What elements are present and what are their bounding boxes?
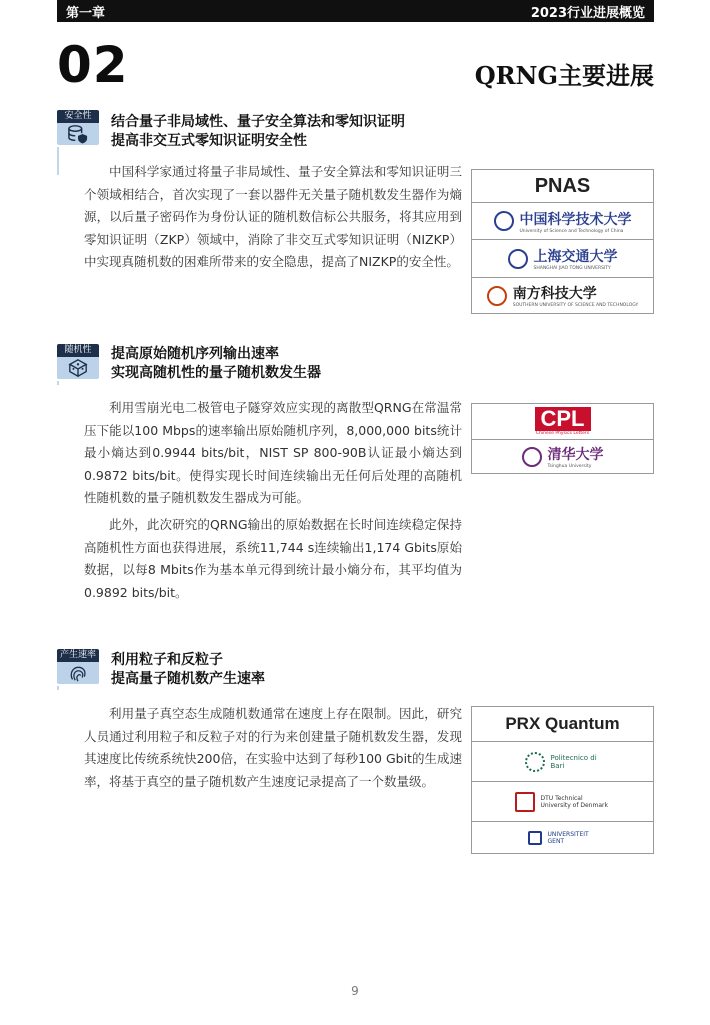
badge-generation-rate <box>57 649 99 684</box>
institution-logo: 中国科学技术大学 University of Science and Technology of China <box>472 202 653 239</box>
university-logo-icon <box>528 831 542 845</box>
page-number: 9 <box>351 984 359 998</box>
badge-label: 产生速率 <box>57 649 99 662</box>
paragraph: 利用雪崩光电二极管电子隧穿效应实现的离散型QRNG在常温常压下能以100 Mbps的速率输出原始随机序列，8,000,000 bits统计最小熵达到0.9944 bits/bit，NIST SP 800-90B认证最小熵达到0.9872 bits/bit。使得实现长时间连续输出无任何后处理的高随机性随机数的量子随机数发生器成为可能。 <box>84 400 462 506</box>
section-number: 02 <box>57 36 129 94</box>
section-heading-2: 提高原始随机序列输出速率 实现高随机性的量子随机数发生器 <box>111 346 321 381</box>
logo-box-2: CPL Chinese Physics Letters 清华大学 Tsinghua University <box>471 403 654 474</box>
institution-logo: UNIVERSITEIT GENT <box>472 821 653 853</box>
paragraph: 此外，此次研究的QRNG输出的原始数据在长时间连续稳定保持高随机性方面也获得进展，系统11,744 s连续输出1,174 Gbits原始数据，以每8 Mbits作为基本单元得到统计最小熵分布，其平均值为0.9892 bits/bit。 <box>84 516 462 600</box>
report-title: 2023行业进展概览 <box>530 6 645 21</box>
chapter-label: 第一章 <box>66 6 106 21</box>
institution-logo: 南方科技大学 SOUTHERN UNIVERSITY OF SCIENCE AND TECHNOLOGY <box>472 277 653 313</box>
section-heading-3: 利用粒子和反粒子 提高量子随机数产生速率 <box>111 652 265 687</box>
university-seal-icon <box>508 249 528 269</box>
section-divider <box>57 147 59 175</box>
section-body-1 <box>84 161 462 274</box>
paragraph: 中国科学家通过将量子非局域性、量子安全算法和零知识证明三个领域相结合，首次实现了一套以器件无关量子随机数发生器作为熵源，以后量子密码作为身份认证的随机数信标公共服务，将其应用到零知识证明（ZKP）领域中，消除了非交互式零知识证明（NIZKP）中实现真随机数的困难所带来的安全隐患，提高了NIZKP的安全性。 <box>84 164 462 270</box>
institution-logo: DTU Technical University of Denmark <box>472 781 653 821</box>
section-body-3 <box>84 703 462 793</box>
institution-logo: Politecnico di Bari <box>472 741 653 781</box>
database-shield-icon <box>67 124 89 144</box>
university-seal-icon <box>522 447 542 467</box>
university-seal-icon <box>487 286 507 306</box>
university-logo-icon <box>515 792 535 812</box>
institution-logo: 清华大学 Tsinghua University <box>472 439 653 473</box>
dice-icon <box>67 358 89 378</box>
section-divider <box>57 686 59 690</box>
journal-logo: PNAS <box>534 174 591 197</box>
section-heading-1: 结合量子非局域性、量子安全算法和零知识证明 提高非交互式零知识证明安全性 <box>111 114 405 149</box>
university-seal-icon <box>525 752 545 772</box>
fingerprint-icon <box>67 663 89 683</box>
top-header-bar <box>57 0 654 22</box>
journal-logo: CPL <box>535 407 591 431</box>
badge-label: 随机性 <box>57 344 99 357</box>
section-title: QRNG主要进展 <box>474 61 654 90</box>
section-divider <box>57 381 59 385</box>
badge-label: 安全性 <box>57 110 99 123</box>
section-body-2 <box>84 397 462 604</box>
paragraph: 利用量子真空态生成随机数通常在速度上存在限制。因此，研究人员通过利用粒子和反粒子对的行为来创建量子随机数发生器，发现其速度比传统系统快200倍，在实验中达到了每秒100 Gbit的生成速率，将基于真空的量子随机数产生速度记录提高了一个数量级。 <box>84 706 462 789</box>
badge-randomness <box>57 344 99 379</box>
institution-logo: 上海交通大学 SHANGHAI JIAO TONG UNIVERSITY <box>472 239 653 277</box>
logo-box-3 <box>471 706 654 854</box>
university-seal-icon <box>494 211 514 231</box>
logo-box-1 <box>471 169 654 314</box>
journal-logo: PRX Quantum <box>505 714 620 733</box>
badge-security <box>57 110 99 145</box>
